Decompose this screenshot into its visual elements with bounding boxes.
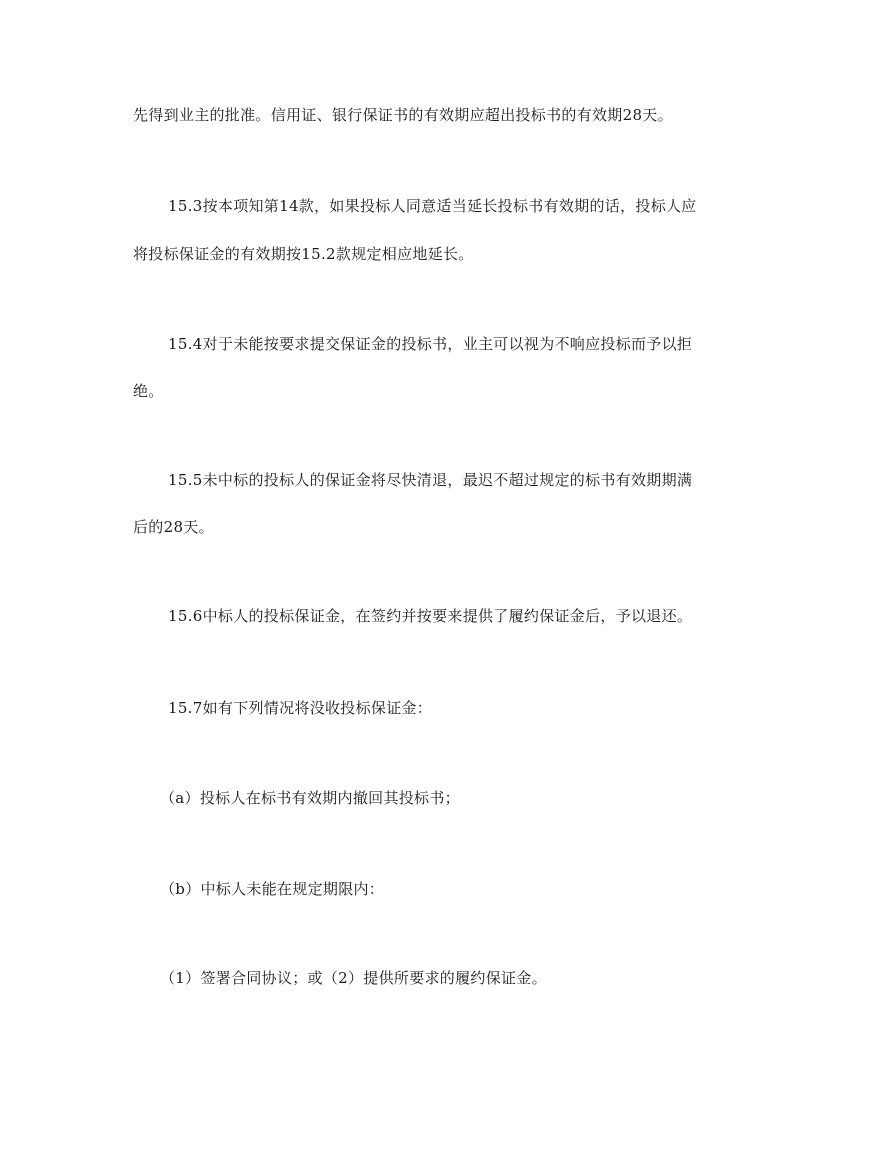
paragraph-line: 15.7如有下列情况将没收投标保证金：	[168, 699, 433, 717]
paragraph-line: （b）中标人未能在规定期限内：	[160, 880, 385, 898]
paragraph-line: （a）投标人在标书有效期内撤回其投标书；	[160, 789, 460, 807]
paragraph-line: 先得到业主的批准。信用证、银行保证书的有效期应超出投标书的有效期28天。	[133, 106, 673, 124]
paragraph-line: 绝。	[133, 382, 164, 400]
paragraph-line: 15.3按本项知第14款，如果投标人同意适当延长投标书有效期的话，投标人应	[168, 197, 697, 215]
paragraph-line: 15.4对于未能按要求提交保证金的投标书，业主可以视为不响应投标而予以拒	[168, 335, 693, 353]
paragraph-line: 15.5未中标的投标人的保证金将尽快清退，最迟不超过规定的标书有效期期满	[168, 471, 693, 489]
paragraph-line: （1）签署合同协议；或（2）提供所要求的履约保证金。	[160, 969, 547, 987]
paragraph-line: 15.6中标人的投标保证金，在签约并按要来提供了履约保证金后，予以退还。	[168, 607, 693, 625]
paragraph-line: 将投标保证金的有效期按15.2款规定相应地延长。	[133, 245, 474, 263]
paragraph-line: 后的28天。	[133, 518, 214, 536]
